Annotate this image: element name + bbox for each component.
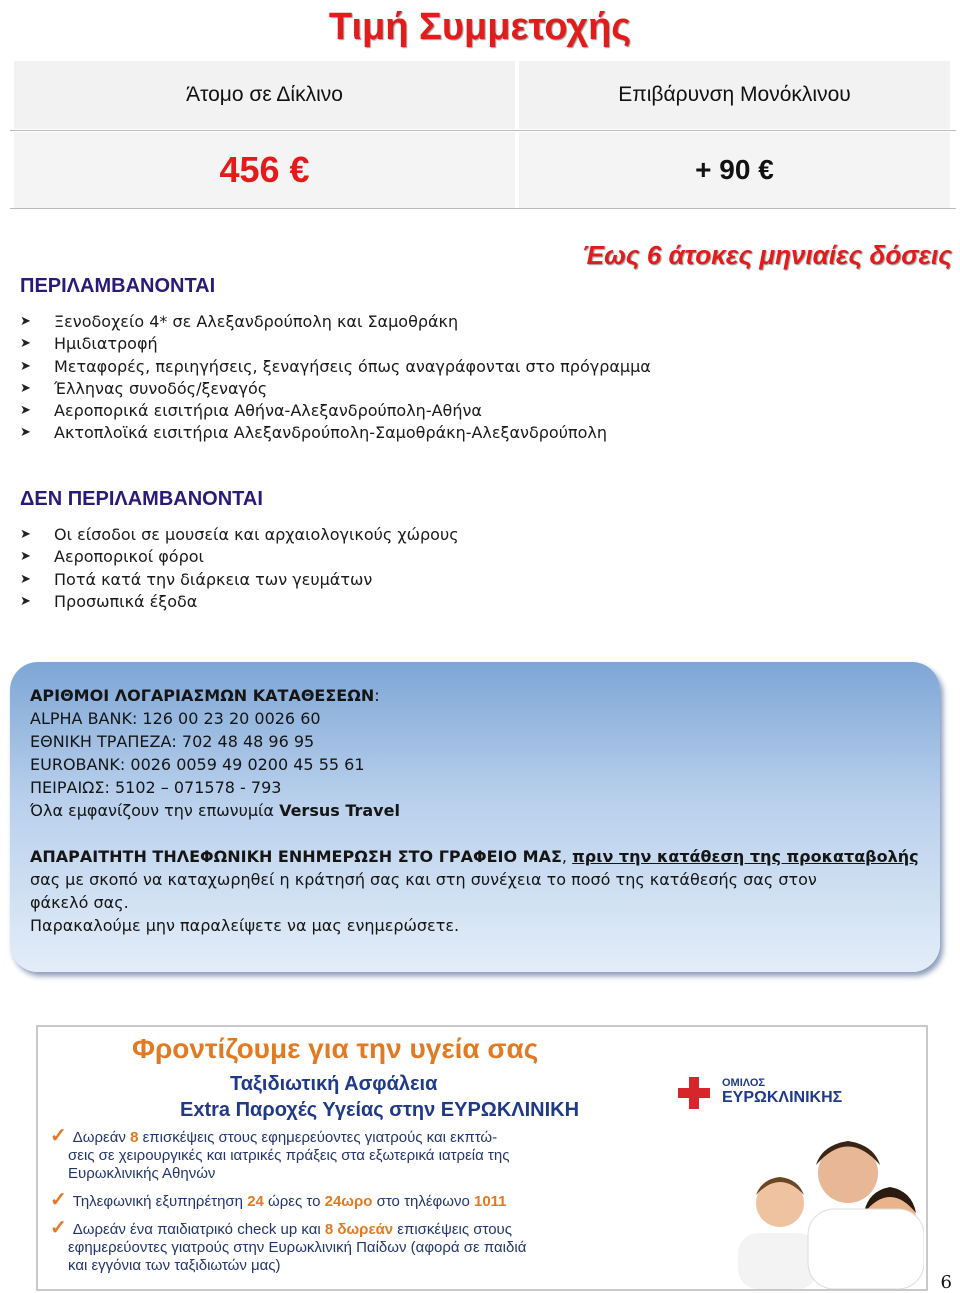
bank-account-alpha: ALPHA BANK: 126 00 23 20 0026 60 xyxy=(30,709,321,728)
not-included-list xyxy=(20,524,459,613)
double-room-header: Άτομο σε Δίκλινο xyxy=(14,61,515,129)
arrow-bullet-icon: ➤ xyxy=(20,380,31,396)
table-divider xyxy=(10,130,956,131)
arrow-bullet-icon: ➤ xyxy=(20,314,31,329)
bank-accounts-box xyxy=(10,662,940,972)
bank-account-ethniki: ΕΘΝΙΚΗ ΤΡΑΠΕΖΑ: 702 48 48 96 95 xyxy=(30,732,315,751)
table-bottom-border xyxy=(10,208,956,209)
list-item: ➤ Ημιδιατροφή xyxy=(20,333,651,355)
arrow-bullet-icon: ➤ xyxy=(20,425,31,441)
list-item: ➤ Ακτοπλοϊκά εισιτήρια Αλεξανδρούπολη-Σαμοθράκη-Αλεξανδρούπολη xyxy=(20,422,651,444)
checkmark-icon: ✓ xyxy=(50,1217,67,1239)
list-item: ➤ Οι είσοδοι σε μουσεία και αρχαιολογικούς χώρους xyxy=(20,524,459,546)
included-heading: ΠΕΡΙΛΑΜΒΑΝΟΝΤΑΙ xyxy=(20,275,216,297)
ad-subtitle: Extra Παροχές Υγείας στην ΕΥΡΩΚΛΙΝΙΚΗ xyxy=(180,1099,580,1121)
bank-accounts-content xyxy=(30,684,920,937)
phone-notice: ΑΠΑΡΑΙΤΗΤΗ ΤΗΛΕΦΩΝΙΚΗ ΕΝΗΜΕΡΩΣΗ ΣΤΟ ΓΡΑΦΕΙΟ ΜΑΣ, πριν την κατάθεση της προκαταβολής xyxy=(30,847,919,866)
arrow-bullet-icon: ➤ xyxy=(20,549,31,565)
arrow-bullet-icon: ➤ xyxy=(20,527,31,542)
list-item: ➤ Αεροπορικά εισιτήρια Αθήνα-Αλεξανδρούπολη-Αθήνα xyxy=(20,400,651,422)
single-supplement-header: Επιβάρυνση Μονόκλινου xyxy=(519,61,950,129)
checkmark-icon: ✓ xyxy=(50,1125,67,1147)
spacer xyxy=(30,822,920,845)
account-holder-note: Όλα εμφανίζουν την επωνυμία Versus Travel xyxy=(30,801,400,820)
included-list xyxy=(20,311,651,445)
ad-headline: Φροντίζουμε για την υγεία σας xyxy=(132,1033,539,1064)
page-number: 6 xyxy=(940,1272,952,1293)
arrow-bullet-icon: ➤ xyxy=(20,571,31,587)
arrow-bullet-icon: ➤ xyxy=(20,336,31,352)
list-item: ➤ Ποτά κατά την διάρκεια των γευμάτων xyxy=(20,569,459,591)
adult-shirt xyxy=(808,1209,924,1289)
list-item: ➤ Ξενοδοχείο 4* σε Αλεξανδρούπολη και Σαμοθράκη xyxy=(20,311,651,333)
notice-line: Παρακαλούμε μην παραλείψετε να μας ενημερώσετε. xyxy=(30,916,460,935)
double-room-price: 456 € xyxy=(14,132,515,208)
list-item: ➤ Μεταφορές, περιηγήσεις, ξεναγήσεις όπως αναγράφονται στο πρόγραμμα xyxy=(20,356,651,378)
child-shirt xyxy=(738,1233,818,1289)
single-supplement-price: + 90 € xyxy=(519,132,950,208)
ad-subtitle: Ταξιδιωτική Ασφάλεια xyxy=(230,1073,438,1095)
bank-heading: ΑΡΙΘΜΟΙ ΛΟΓΑΡΙΑΣΜΩΝ ΚΑΤΑΘΕΣΕΩΝ: xyxy=(30,686,380,705)
ad-benefit: ✓ Δωρεάν 8 επισκέψεις στους εφημερεύοντες γιατρούς και εκπτώ- σεις σε χειρουργικές και ιατρικές πράξεις στα εξωτερικά ιατρεία της Ευρωκλινικής Αθηνών xyxy=(50,1125,510,1182)
arrow-bullet-icon: ➤ xyxy=(20,358,31,374)
bank-account-eurobank: EUROBANK: 0026 0059 49 0200 45 55 61 xyxy=(30,755,365,774)
arrow-bullet-icon: ➤ xyxy=(20,403,31,419)
ad-benefit: ✓ Δωρεάν ένα παιδιατρικό check up και 8 δωρεάν επισκέψεις στους εφημερεύοντες γιατρούς στην Ευρωκλινική Παίδων (αφορά σε παιδιά και εγγόνια των ταξιδιωτών μας) xyxy=(50,1217,527,1274)
bank-account-piraeus: ΠΕΙΡΑΙΩΣ: 5102 – 071578 - 793 xyxy=(30,778,282,797)
list-item: ➤ Έλληνας συνοδός/ξεναγός xyxy=(20,378,651,400)
notice-line: φάκελό σας. xyxy=(30,893,129,912)
euroclinic-logo: ΟΜΙΛΟΣ ΕΥΡΩΚΛΙΝΙΚΗΣ xyxy=(678,1075,828,1117)
ad-benefit: ✓ Τηλεφωνική εξυπηρέτηση 24 ώρες το 24ωρο στο τηλέφωνο 1011 xyxy=(50,1189,507,1211)
list-item: ➤ Αεροπορικοί φόροι xyxy=(20,546,459,568)
installments-note: Έως 6 άτοκες μηνιαίες δόσεις xyxy=(581,240,952,270)
list-item: ➤ Προσωπικά έξοδα xyxy=(20,591,459,613)
insurance-ad xyxy=(36,1025,928,1291)
not-included-heading: ΔΕΝ ΠΕΡΙΛΑΜΒΑΝΟΝΤΑΙ xyxy=(20,488,263,510)
notice-line: σας με σκοπό να καταχωρηθεί η κράτησή σας και στη συνέχεια το ποσό της κατάθεσής σας στον xyxy=(30,870,817,889)
medical-cross-icon xyxy=(678,1077,710,1109)
family-photo xyxy=(698,1123,924,1289)
price-table xyxy=(10,57,956,209)
arrow-bullet-icon: ➤ xyxy=(20,593,31,609)
checkmark-icon: ✓ xyxy=(50,1189,67,1211)
page-title: Τιμή Συμμετοχής xyxy=(328,6,632,48)
